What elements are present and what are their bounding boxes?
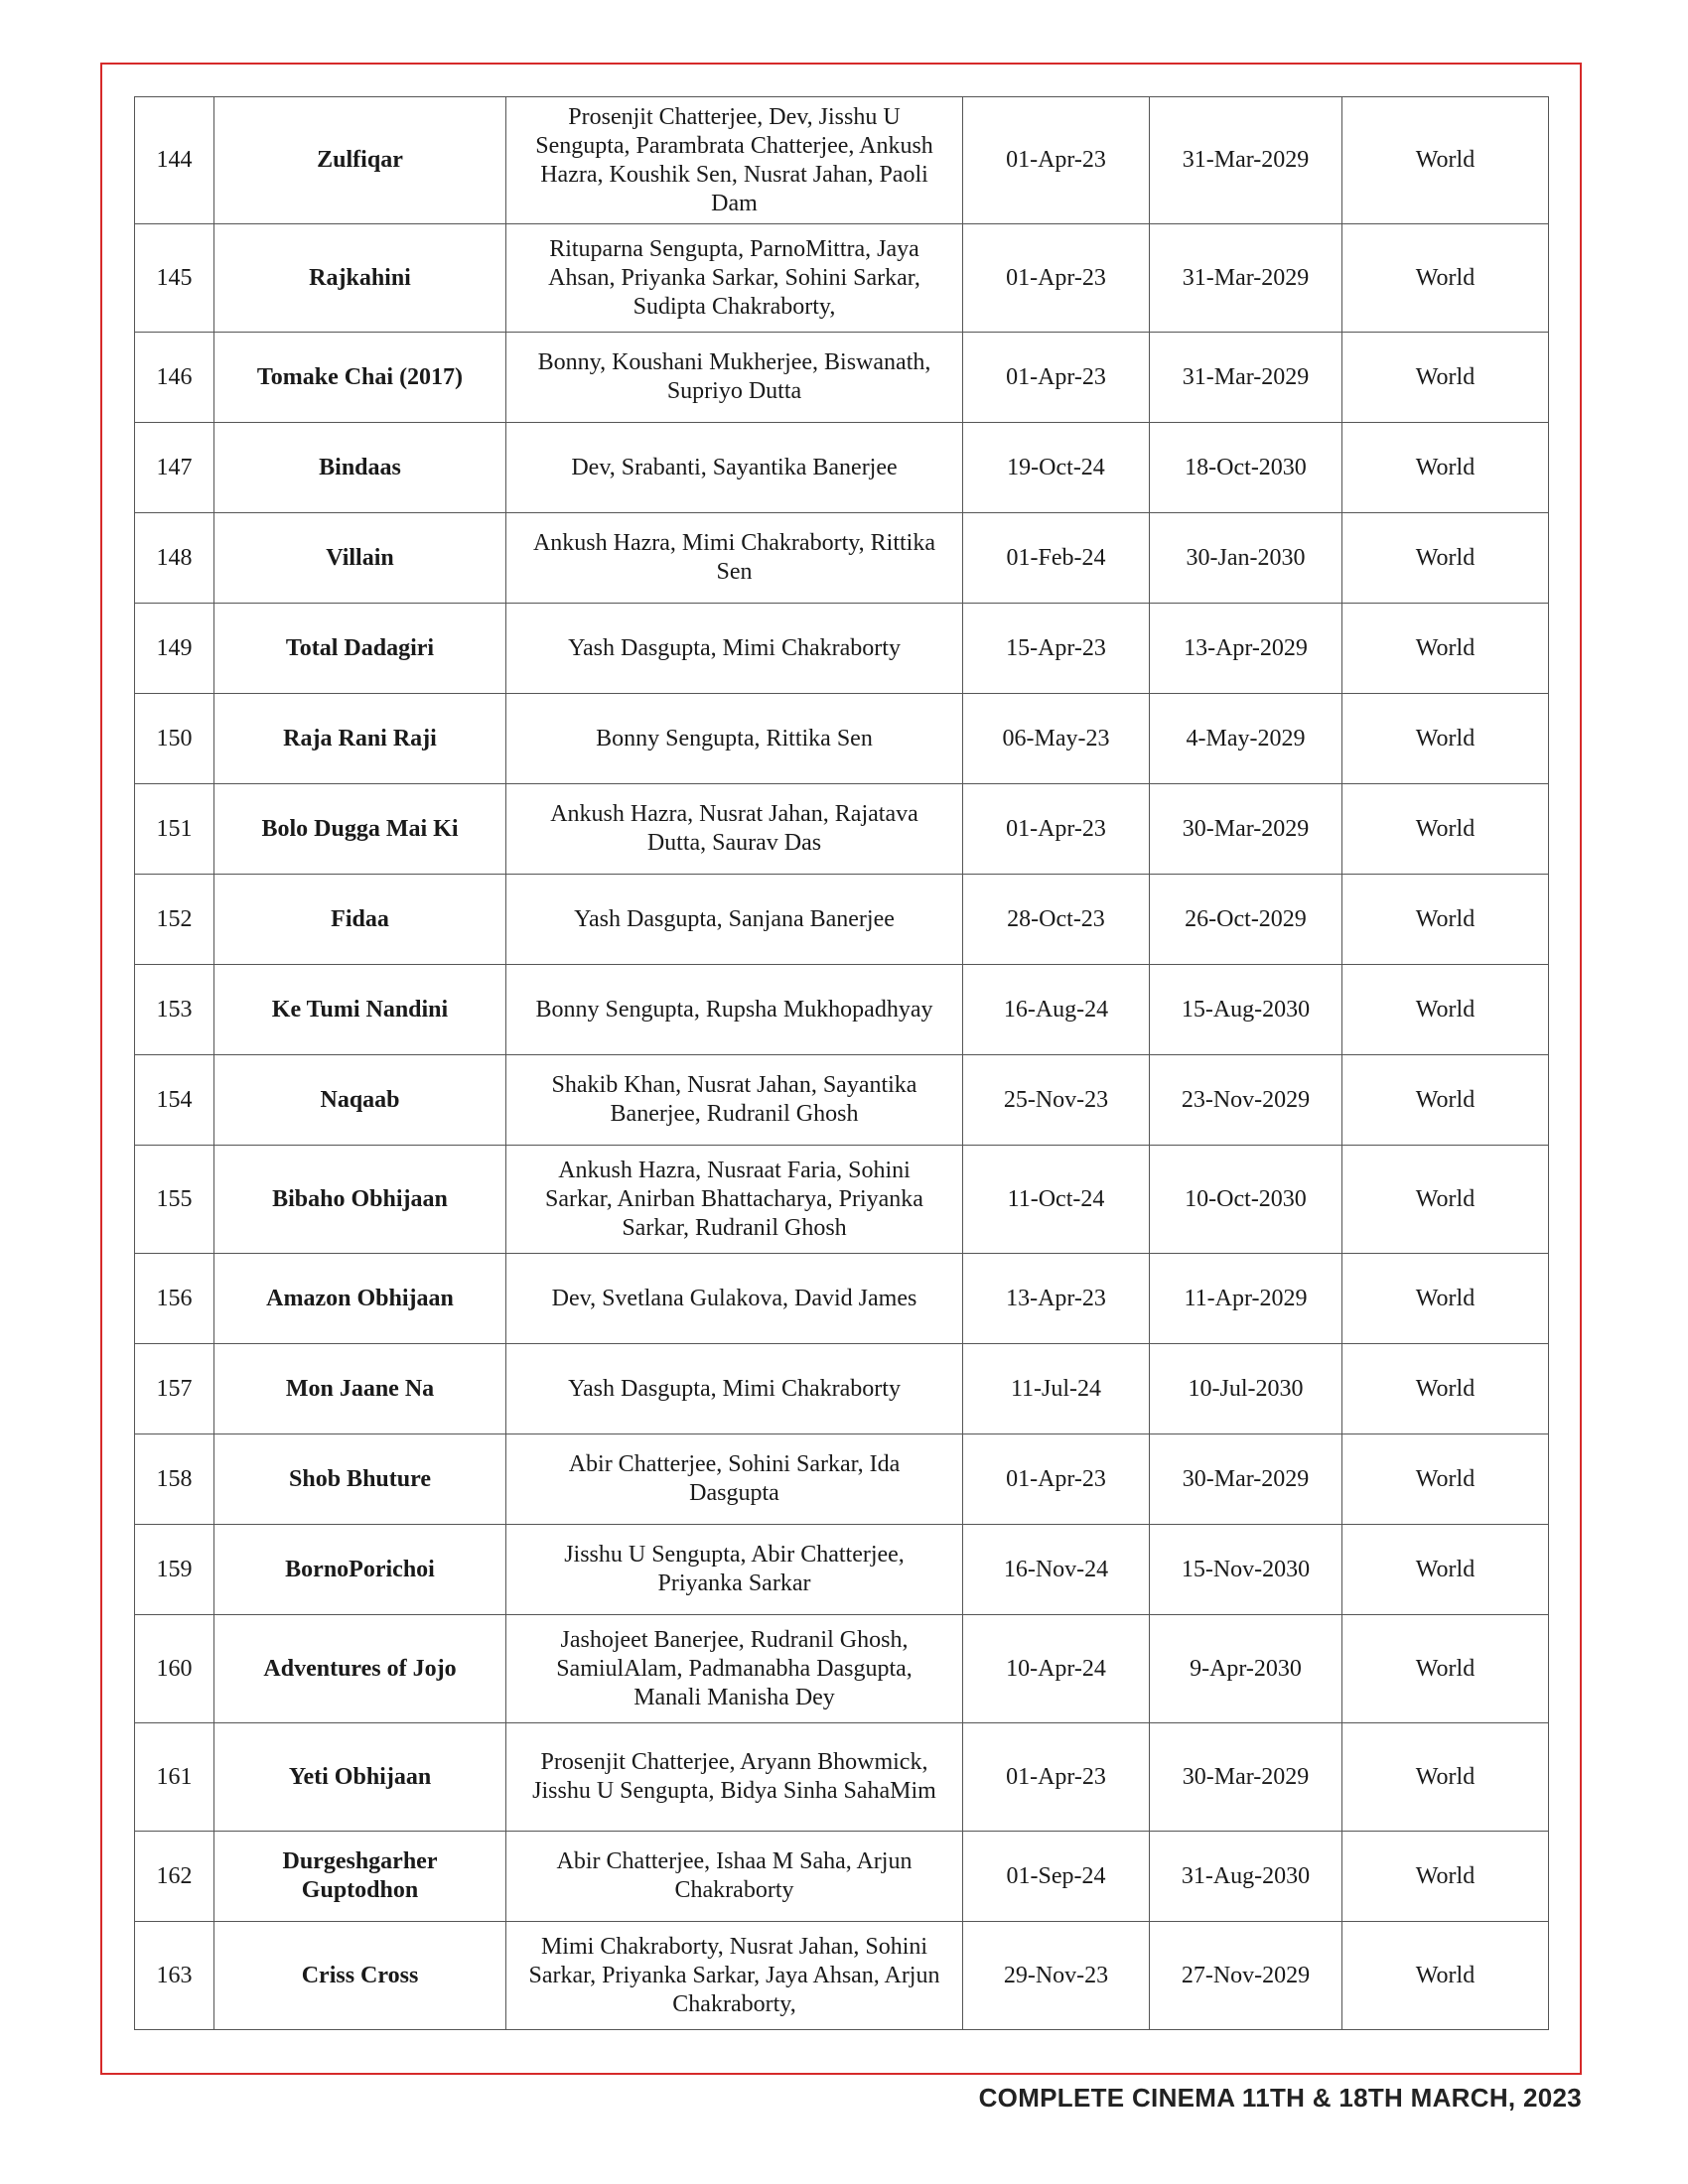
end-date: 9-Apr-2030 <box>1150 1615 1342 1723</box>
end-date: 30-Jan-2030 <box>1150 513 1342 604</box>
row-number: 146 <box>135 333 214 423</box>
film-title: Shob Bhuture <box>214 1434 506 1525</box>
film-title: Criss Cross <box>214 1922 506 2030</box>
film-title: Raja Rani Raji <box>214 694 506 784</box>
end-date: 10-Jul-2030 <box>1150 1344 1342 1434</box>
film-rights-table <box>134 96 1549 2030</box>
table-row <box>135 965 1549 1055</box>
end-date: 10-Oct-2030 <box>1150 1146 1342 1254</box>
start-date: 10-Apr-24 <box>963 1615 1150 1723</box>
territory: World <box>1342 1146 1549 1254</box>
end-date: 27-Nov-2029 <box>1150 1922 1342 2030</box>
row-number: 156 <box>135 1254 214 1344</box>
film-title: Villain <box>214 513 506 604</box>
end-date: 30-Mar-2029 <box>1150 1723 1342 1832</box>
territory: World <box>1342 875 1549 965</box>
film-title: Zulfiqar <box>214 97 506 224</box>
end-date: 15-Aug-2030 <box>1150 965 1342 1055</box>
table-row <box>135 784 1549 875</box>
film-title: Tomake Chai (2017) <box>214 333 506 423</box>
cast-list: Ankush Hazra, Nusraat Faria, Sohini Sarkar, Anirban Bhattacharya, Priyanka Sarkar, Rudranil Ghosh <box>506 1146 963 1254</box>
film-title: Yeti Obhijaan <box>214 1723 506 1832</box>
end-date: 26-Oct-2029 <box>1150 875 1342 965</box>
film-title: Bibaho Obhijaan <box>214 1146 506 1254</box>
territory: World <box>1342 1254 1549 1344</box>
table-row <box>135 1615 1549 1723</box>
start-date: 11-Oct-24 <box>963 1146 1150 1254</box>
film-title: Bindaas <box>214 423 506 513</box>
row-number: 159 <box>135 1525 214 1615</box>
row-number: 157 <box>135 1344 214 1434</box>
start-date: 25-Nov-23 <box>963 1055 1150 1146</box>
cast-list: Jisshu U Sengupta, Abir Chatterjee, Priyanka Sarkar <box>506 1525 963 1615</box>
cast-list: Abir Chatterjee, Sohini Sarkar, Ida Dasgupta <box>506 1434 963 1525</box>
row-number: 149 <box>135 604 214 694</box>
end-date: 23-Nov-2029 <box>1150 1055 1342 1146</box>
table-row <box>135 224 1549 333</box>
table-row <box>135 694 1549 784</box>
end-date: 18-Oct-2030 <box>1150 423 1342 513</box>
start-date: 06-May-23 <box>963 694 1150 784</box>
cast-list: Prosenjit Chatterjee, Dev, Jisshu U Sengupta, Parambrata Chatterjee, Ankush Hazra, Koushik Sen, Nusrat Jahan, Paoli Dam <box>506 97 963 224</box>
film-title: Adventures of Jojo <box>214 1615 506 1723</box>
film-title: Ke Tumi Nandini <box>214 965 506 1055</box>
film-title: Naqaab <box>214 1055 506 1146</box>
cast-list: Dev, Srabanti, Sayantika Banerjee <box>506 423 963 513</box>
table-row <box>135 1146 1549 1254</box>
start-date: 13-Apr-23 <box>963 1254 1150 1344</box>
territory: World <box>1342 604 1549 694</box>
end-date: 31-Mar-2029 <box>1150 333 1342 423</box>
row-number: 161 <box>135 1723 214 1832</box>
end-date: 30-Mar-2029 <box>1150 784 1342 875</box>
territory: World <box>1342 965 1549 1055</box>
table-row <box>135 1832 1549 1922</box>
cast-list: Yash Dasgupta, Mimi Chakraborty <box>506 1344 963 1434</box>
start-date: 01-Feb-24 <box>963 513 1150 604</box>
film-title: Durgeshgarher Guptodhon <box>214 1832 506 1922</box>
territory: World <box>1342 1055 1549 1146</box>
row-number: 160 <box>135 1615 214 1723</box>
row-number: 153 <box>135 965 214 1055</box>
cast-list: Ankush Hazra, Mimi Chakraborty, Rittika Sen <box>506 513 963 604</box>
cast-list: Yash Dasgupta, Sanjana Banerjee <box>506 875 963 965</box>
table-row <box>135 1254 1549 1344</box>
territory: World <box>1342 513 1549 604</box>
territory: World <box>1342 97 1549 224</box>
cast-list: Jashojeet Banerjee, Rudranil Ghosh, SamiulAlam, Padmanabha Dasgupta, Manali Manisha Dey <box>506 1615 963 1723</box>
cast-list: Bonny Sengupta, Rittika Sen <box>506 694 963 784</box>
row-number: 154 <box>135 1055 214 1146</box>
cast-list: Yash Dasgupta, Mimi Chakraborty <box>506 604 963 694</box>
row-number: 158 <box>135 1434 214 1525</box>
table-row <box>135 1055 1549 1146</box>
table-row <box>135 604 1549 694</box>
table-row <box>135 97 1549 224</box>
start-date: 19-Oct-24 <box>963 423 1150 513</box>
end-date: 11-Apr-2029 <box>1150 1254 1342 1344</box>
table-row <box>135 513 1549 604</box>
territory: World <box>1342 1615 1549 1723</box>
table-row <box>135 875 1549 965</box>
row-number: 144 <box>135 97 214 224</box>
row-number: 147 <box>135 423 214 513</box>
territory: World <box>1342 333 1549 423</box>
start-date: 01-Sep-24 <box>963 1832 1150 1922</box>
film-title: Rajkahini <box>214 224 506 333</box>
table-row <box>135 1525 1549 1615</box>
territory: World <box>1342 1525 1549 1615</box>
start-date: 01-Apr-23 <box>963 333 1150 423</box>
territory: World <box>1342 423 1549 513</box>
cast-list: Bonny, Koushani Mukherjee, Biswanath, Supriyo Dutta <box>506 333 963 423</box>
territory: World <box>1342 1832 1549 1922</box>
cast-list: Abir Chatterjee, Ishaa M Saha, Arjun Chakraborty <box>506 1832 963 1922</box>
cast-list: Rituparna Sengupta, ParnoMittra, Jaya Ahsan, Priyanka Sarkar, Sohini Sarkar, Sudipta Chakraborty, <box>506 224 963 333</box>
end-date: 30-Mar-2029 <box>1150 1434 1342 1525</box>
territory: World <box>1342 1723 1549 1832</box>
table-row <box>135 423 1549 513</box>
film-title: Amazon Obhijaan <box>214 1254 506 1344</box>
start-date: 16-Aug-24 <box>963 965 1150 1055</box>
start-date: 28-Oct-23 <box>963 875 1150 965</box>
table-row <box>135 333 1549 423</box>
row-number: 163 <box>135 1922 214 2030</box>
end-date: 4-May-2029 <box>1150 694 1342 784</box>
row-number: 150 <box>135 694 214 784</box>
end-date: 15-Nov-2030 <box>1150 1525 1342 1615</box>
territory: World <box>1342 224 1549 333</box>
start-date: 01-Apr-23 <box>963 784 1150 875</box>
table-row <box>135 1723 1549 1832</box>
film-title: Total Dadagiri <box>214 604 506 694</box>
start-date: 01-Apr-23 <box>963 97 1150 224</box>
film-title: Bolo Dugga Mai Ki <box>214 784 506 875</box>
start-date: 29-Nov-23 <box>963 1922 1150 2030</box>
start-date: 01-Apr-23 <box>963 224 1150 333</box>
start-date: 16-Nov-24 <box>963 1525 1150 1615</box>
territory: World <box>1342 694 1549 784</box>
cast-list: Shakib Khan, Nusrat Jahan, Sayantika Banerjee, Rudranil Ghosh <box>506 1055 963 1146</box>
end-date: 31-Mar-2029 <box>1150 224 1342 333</box>
film-title: Fidaa <box>214 875 506 965</box>
end-date: 13-Apr-2029 <box>1150 604 1342 694</box>
row-number: 155 <box>135 1146 214 1254</box>
row-number: 145 <box>135 224 214 333</box>
territory: World <box>1342 1434 1549 1525</box>
cast-list: Ankush Hazra, Nusrat Jahan, Rajatava Dutta, Saurav Das <box>506 784 963 875</box>
cast-list: Prosenjit Chatterjee, Aryann Bhowmick, Jisshu U Sengupta, Bidya Sinha SahaMim <box>506 1723 963 1832</box>
row-number: 148 <box>135 513 214 604</box>
cast-list: Mimi Chakraborty, Nusrat Jahan, Sohini Sarkar, Priyanka Sarkar, Jaya Ahsan, Arjun Chakraborty, <box>506 1922 963 2030</box>
start-date: 01-Apr-23 <box>963 1723 1150 1832</box>
row-number: 162 <box>135 1832 214 1922</box>
territory: World <box>1342 784 1549 875</box>
territory: World <box>1342 1344 1549 1434</box>
start-date: 11-Jul-24 <box>963 1344 1150 1434</box>
row-number: 152 <box>135 875 214 965</box>
start-date: 15-Apr-23 <box>963 604 1150 694</box>
film-title: BornoPorichoi <box>214 1525 506 1615</box>
cast-list: Dev, Svetlana Gulakova, David James <box>506 1254 963 1344</box>
row-number: 151 <box>135 784 214 875</box>
cast-list: Bonny Sengupta, Rupsha Mukhopadhyay <box>506 965 963 1055</box>
table-row <box>135 1344 1549 1434</box>
footer-publication-note: COMPLETE CINEMA 11TH & 18TH MARCH, 2023 <box>978 2083 1582 2113</box>
table-row <box>135 1434 1549 1525</box>
film-title: Mon Jaane Na <box>214 1344 506 1434</box>
start-date: 01-Apr-23 <box>963 1434 1150 1525</box>
end-date: 31-Mar-2029 <box>1150 97 1342 224</box>
table-row <box>135 1922 1549 2030</box>
territory: World <box>1342 1922 1549 2030</box>
end-date: 31-Aug-2030 <box>1150 1832 1342 1922</box>
